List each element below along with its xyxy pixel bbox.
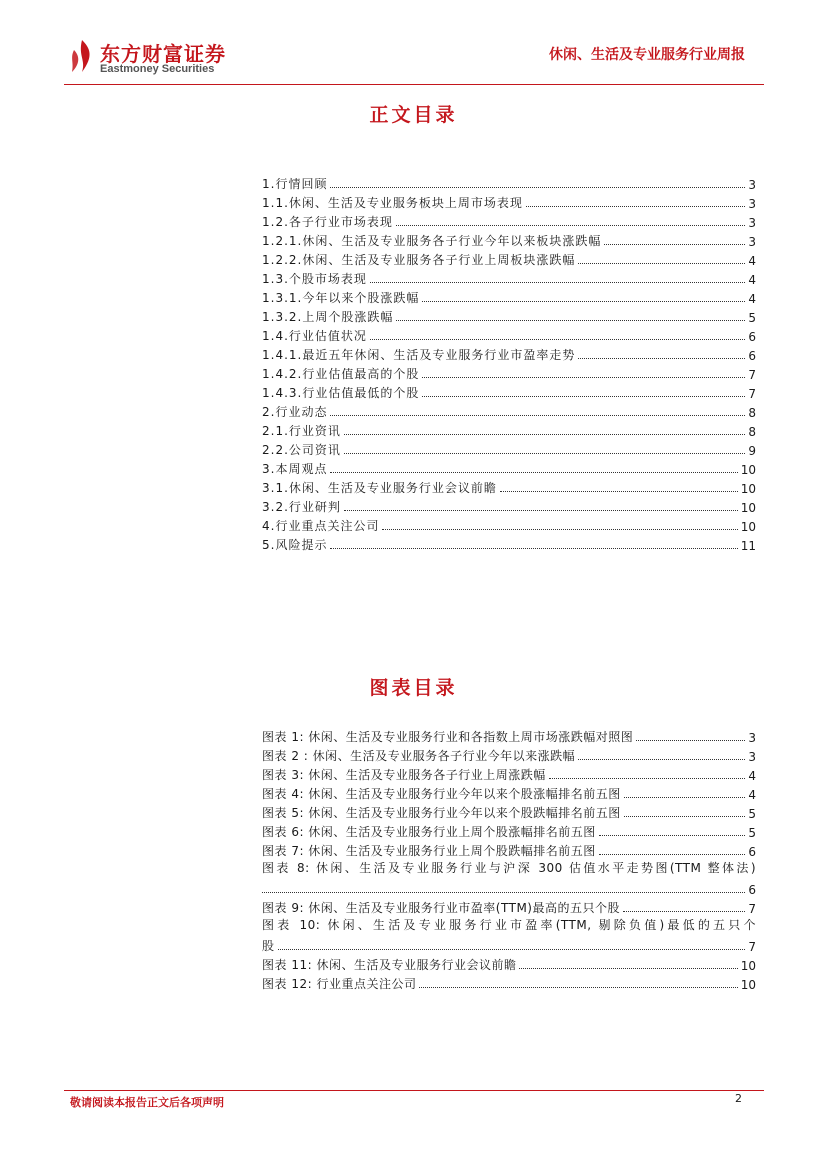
toc-entry[interactable] bbox=[262, 458, 756, 477]
page-number: 2 bbox=[735, 1092, 742, 1105]
leader-dots bbox=[549, 778, 746, 779]
leader-dots bbox=[636, 740, 745, 741]
toc-entry-text: 1.2.各子行业市场表现 bbox=[262, 215, 393, 229]
figure-entry[interactable] bbox=[262, 973, 756, 992]
disclaimer-note: 敬请阅读本报告正文后各项声明 bbox=[70, 1096, 224, 1109]
toc-entry-page: 5 bbox=[748, 311, 756, 325]
leader-dots bbox=[624, 797, 746, 798]
toc-entry-text: 1.2.2.休闲、生活及专业服务各子行业上周板块涨跌幅 bbox=[262, 253, 576, 267]
figure-entry[interactable] bbox=[262, 726, 756, 745]
leader-dots bbox=[422, 301, 745, 302]
figure-entry[interactable] bbox=[262, 954, 756, 973]
leader-dots bbox=[330, 187, 745, 188]
toc-entry-page: 8 bbox=[748, 406, 756, 420]
toc-entry[interactable] bbox=[262, 211, 756, 230]
leader-dots bbox=[382, 529, 737, 530]
leader-dots bbox=[599, 854, 746, 855]
toc-entry[interactable] bbox=[262, 287, 756, 306]
page-header bbox=[0, 0, 827, 90]
figure-entry-text: 图表 4: 休闲、生活及专业服务行业今年以来个股涨幅排名前五图 bbox=[262, 787, 621, 801]
figure-entry-continuation bbox=[262, 935, 756, 954]
logo-name-cn: 东方财富证券 bbox=[100, 42, 226, 66]
toc-entry-page: 11 bbox=[740, 539, 756, 553]
toc-entry-page: 3 bbox=[748, 178, 756, 192]
toc-entry[interactable] bbox=[262, 306, 756, 325]
figure-entry-text: 图表 8: 休闲、生活及专业服务行业与沪深 300 估值水平走势图(TTM 整体法) bbox=[262, 861, 756, 875]
figure-entry[interactable] bbox=[262, 764, 756, 783]
figure-entry[interactable] bbox=[262, 840, 756, 859]
leader-dots bbox=[344, 434, 745, 435]
figure-entry-text: 图表 12: 行业重点关注公司 bbox=[262, 977, 417, 991]
toc-entry[interactable] bbox=[262, 268, 756, 287]
toc-entry[interactable] bbox=[262, 515, 756, 534]
report-title: 休闲、生活及专业服务行业周报 bbox=[549, 47, 745, 63]
toc-entry-page: 6 bbox=[748, 349, 756, 363]
toc-entry[interactable] bbox=[262, 344, 756, 363]
figure-entry-page: 6 bbox=[748, 845, 756, 859]
toc-entry[interactable] bbox=[262, 477, 756, 496]
toc-entry-page: 10 bbox=[740, 463, 756, 477]
toc-title: 正文目录 bbox=[369, 104, 458, 126]
leader-dots bbox=[578, 358, 745, 359]
leader-dots bbox=[578, 759, 745, 760]
figure-entry-continuation bbox=[262, 878, 756, 897]
figures-list bbox=[262, 726, 756, 992]
toc-entry-page: 10 bbox=[740, 482, 756, 496]
toc-entry-page: 3 bbox=[748, 197, 756, 211]
toc-entry[interactable] bbox=[262, 420, 756, 439]
toc-entry-page: 4 bbox=[748, 273, 756, 287]
figure-entry-page: 5 bbox=[748, 807, 756, 821]
figure-entry-page: 7 bbox=[748, 940, 756, 954]
toc-entry-text: 1.行情回顾 bbox=[262, 177, 328, 191]
toc-entry-page: 10 bbox=[740, 501, 756, 515]
toc-entry-page: 10 bbox=[740, 520, 756, 534]
toc-entry-page: 7 bbox=[748, 387, 756, 401]
figure-entry-text: 图表 7: 休闲、生活及专业服务行业上周个股跌幅排名前五图 bbox=[262, 844, 596, 858]
figure-entry-text: 图表 10: 休闲、生活及专业服务行业市盈率(TTM, 剔除负值)最低的五只个 bbox=[262, 918, 756, 932]
toc-entry-text: 2.行业动态 bbox=[262, 405, 328, 419]
figure-entry-text: 图表 6: 休闲、生活及专业服务行业上周个股涨幅排名前五图 bbox=[262, 825, 596, 839]
toc-entry[interactable] bbox=[262, 439, 756, 458]
figure-entry-page: 4 bbox=[748, 788, 756, 802]
figure-entry-page: 4 bbox=[748, 769, 756, 783]
toc-entry-text: 1.3.1.今年以来个股涨跌幅 bbox=[262, 291, 420, 305]
leader-dots bbox=[278, 949, 746, 950]
logo-name-en: Eastmoney Securities bbox=[100, 63, 215, 75]
toc-entry-text: 5.风险提示 bbox=[262, 538, 328, 552]
leader-dots bbox=[422, 396, 745, 397]
leader-dots bbox=[330, 415, 745, 416]
leader-dots bbox=[526, 206, 745, 207]
leader-dots bbox=[330, 548, 737, 549]
company-logo bbox=[68, 38, 268, 78]
figure-entry-text: 图表 9: 休闲、生活及专业服务行业市盈率(TTM)最高的五只个股 bbox=[262, 901, 620, 915]
figure-entry-page: 5 bbox=[748, 826, 756, 840]
toc-entry[interactable] bbox=[262, 534, 756, 553]
figure-entry-page: 7 bbox=[748, 902, 756, 916]
toc-entry[interactable] bbox=[262, 173, 756, 192]
toc-entry-text: 4.行业重点关注公司 bbox=[262, 519, 380, 533]
toc-entry-text: 1.1.休闲、生活及专业服务板块上周市场表现 bbox=[262, 196, 523, 210]
toc-entry-text: 1.2.1.休闲、生活及专业服务各子行业今年以来板块涨跌幅 bbox=[262, 234, 602, 248]
figure-entry[interactable] bbox=[262, 745, 756, 764]
toc-entry-page: 4 bbox=[748, 292, 756, 306]
toc-entry[interactable] bbox=[262, 192, 756, 211]
toc-entry-text: 3.1.休闲、生活及专业服务行业会议前瞻 bbox=[262, 481, 497, 495]
leader-dots bbox=[623, 911, 745, 912]
leader-dots bbox=[624, 816, 746, 817]
toc-entry[interactable] bbox=[262, 325, 756, 344]
leader-dots bbox=[519, 968, 737, 969]
footer-divider bbox=[64, 1090, 764, 1091]
leader-dots bbox=[604, 244, 745, 245]
figure-entry[interactable] bbox=[262, 859, 756, 897]
toc-entry-page: 8 bbox=[748, 425, 756, 439]
toc-entry[interactable] bbox=[262, 401, 756, 420]
toc-entry-text: 1.4.2.行业估值最高的个股 bbox=[262, 367, 420, 381]
toc-entry[interactable] bbox=[262, 249, 756, 268]
toc-entry[interactable] bbox=[262, 382, 756, 401]
toc-entry[interactable] bbox=[262, 496, 756, 515]
leader-dots bbox=[599, 835, 746, 836]
figures-title: 图表目录 bbox=[369, 677, 458, 699]
leader-dots bbox=[330, 472, 737, 473]
toc-entry-page: 3 bbox=[748, 216, 756, 230]
toc-entry-text: 1.3.2.上周个股涨跌幅 bbox=[262, 310, 394, 324]
figure-entry-page: 6 bbox=[748, 883, 756, 897]
figure-entry[interactable] bbox=[262, 897, 756, 916]
figure-entry[interactable] bbox=[262, 821, 756, 840]
leader-dots bbox=[370, 339, 745, 340]
toc-entry[interactable] bbox=[262, 363, 756, 382]
figure-entry-text: 图表 3: 休闲、生活及专业服务各子行业上周涨跌幅 bbox=[262, 768, 546, 782]
leader-dots bbox=[500, 491, 738, 492]
toc-entry-page: 7 bbox=[748, 368, 756, 382]
figure-entry[interactable] bbox=[262, 783, 756, 802]
leader-dots bbox=[262, 892, 745, 893]
toc-entry-text: 3.本周观点 bbox=[262, 462, 328, 476]
toc-entry[interactable] bbox=[262, 230, 756, 249]
figure-entry-text: 图表 1: 休闲、生活及专业服务行业和各指数上周市场涨跌幅对照图 bbox=[262, 730, 634, 744]
figure-entry-page: 10 bbox=[740, 978, 756, 992]
figure-entry-text-cont: 股 bbox=[262, 939, 275, 953]
leader-dots bbox=[419, 987, 737, 988]
toc-entry-page: 6 bbox=[748, 330, 756, 344]
toc-entry-text: 1.4.行业估值状况 bbox=[262, 329, 367, 343]
leader-dots bbox=[344, 453, 745, 454]
figure-entry-text: 图表 5: 休闲、生活及专业服务行业今年以来个股跌幅排名前五图 bbox=[262, 806, 621, 820]
logo-mark-icon bbox=[68, 38, 96, 74]
leader-dots bbox=[578, 263, 745, 264]
leader-dots bbox=[396, 320, 745, 321]
leader-dots bbox=[370, 282, 745, 283]
toc-entry-text: 1.3.个股市场表现 bbox=[262, 272, 367, 286]
leader-dots bbox=[396, 225, 745, 226]
figure-entry-page: 10 bbox=[740, 959, 756, 973]
header-divider bbox=[64, 84, 764, 85]
toc-entry-text: 3.2.行业研判 bbox=[262, 500, 341, 514]
figure-entry[interactable] bbox=[262, 916, 756, 954]
figure-entry[interactable] bbox=[262, 802, 756, 821]
toc-entry-page: 3 bbox=[748, 235, 756, 249]
figure-entry-text: 图表 11: 休闲、生活及专业服务行业会议前瞻 bbox=[262, 958, 517, 972]
leader-dots bbox=[422, 377, 745, 378]
toc-entry-page: 9 bbox=[748, 444, 756, 458]
toc-entry-text: 1.4.1.最近五年休闲、生活及专业服务行业市盈率走势 bbox=[262, 348, 576, 362]
figure-entry-page: 3 bbox=[748, 731, 756, 745]
leader-dots bbox=[344, 510, 738, 511]
toc-entry-page: 4 bbox=[748, 254, 756, 268]
figure-entry-text: 图表 2 : 休闲、生活及专业服务各子行业今年以来涨跌幅 bbox=[262, 749, 576, 763]
figure-entry-page: 3 bbox=[748, 750, 756, 764]
toc-entry-text: 2.1.行业资讯 bbox=[262, 424, 341, 438]
toc-entry-text: 2.2.公司资讯 bbox=[262, 443, 341, 457]
toc-entry-text: 1.4.3.行业估值最低的个股 bbox=[262, 386, 420, 400]
toc-list bbox=[262, 173, 756, 553]
